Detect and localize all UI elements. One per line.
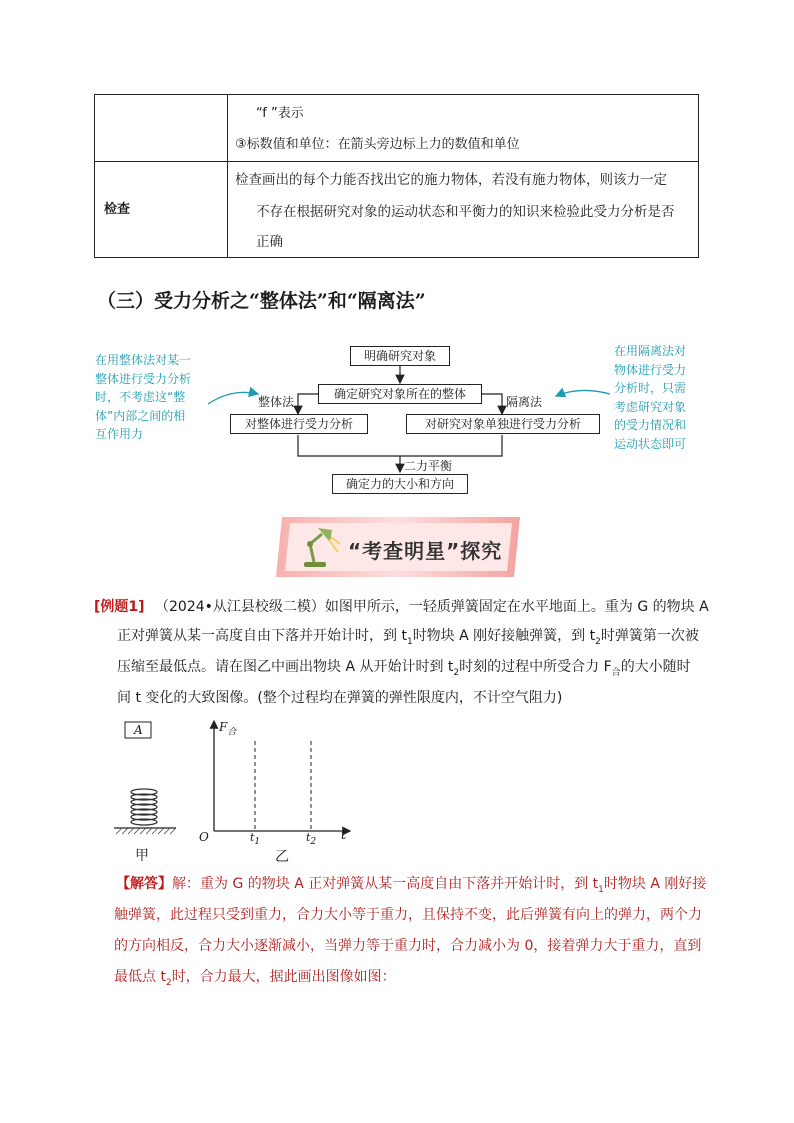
section-title: （三）受力分析之“整体法”和“隔离法”: [97, 290, 426, 312]
answer-line: 的方向相反，合力大小逐渐减小，当弹力等于重力时，合力减小为 0，接着弹力大于重力，直到: [114, 938, 702, 954]
example-text: 时物块 A 刚好接触弹簧，到 t: [412, 628, 596, 644]
example-text: 正对弹簧从某一高度自由下落并开始计时，到 t: [117, 628, 407, 644]
subscript: 合: [611, 667, 621, 678]
table-cell-text: ③标数值和单位：在箭头旁边标上力的数值和单位: [235, 137, 520, 152]
note-line: 考虑研究对象: [614, 399, 687, 414]
note-line: 互作用力: [95, 427, 144, 441]
axis-x-label: t: [341, 828, 347, 843]
tick-letter: t: [306, 831, 311, 844]
flow-step-determine-force: 确定力的大小和方向: [332, 474, 468, 494]
note-isolation-method: [614, 342, 686, 453]
note-line: 的受力情况和: [614, 418, 687, 432]
flow-label-whole-method: 整体法: [258, 395, 295, 409]
tick-label-t1: [250, 831, 260, 847]
answer-text: 时物块 A 刚好接: [603, 876, 707, 892]
note-line: 在用隔离法对: [614, 344, 687, 358]
banner-title: “考查明星”探究: [348, 539, 503, 563]
figure-caption-left: 甲: [135, 848, 149, 864]
subscript: 1: [254, 837, 261, 848]
example-line: 间 t 变化的大致图像。(整个过程均在弹簧的弹性限度内，不计空气阻力): [117, 690, 563, 706]
figure-caption-right: 乙: [275, 849, 289, 865]
spring-figure: [108, 720, 188, 840]
example-line: [94, 598, 709, 616]
table-cell-text: “f ”表示: [256, 106, 304, 121]
note-line: 分析时，只需: [614, 381, 687, 395]
note-line: 时，不考虑这“整: [95, 390, 186, 404]
answer-tag: 【解答】: [116, 876, 172, 892]
example-text: 时刻的过程中所受合力 F: [459, 659, 612, 675]
subscript: 2: [310, 837, 317, 848]
example-text: 的大小随时: [620, 659, 691, 675]
note-line: 体”内部之间的相: [95, 408, 186, 423]
example-text: 时弹簧第一次被: [600, 628, 699, 644]
tick-letter: t: [250, 831, 255, 844]
flow-label-two-force-balance: 二力平衡: [404, 459, 453, 473]
subscript: 1: [406, 636, 413, 647]
answer-text: 时，合力最大，据此画出图像如图：: [171, 969, 396, 985]
block-label: A: [134, 723, 143, 737]
example-line: [117, 658, 691, 682]
flow-step-isolated-analysis: 对研究对象单独进行受力分析: [406, 414, 600, 434]
table-cell-text: 不存在根据研究对象的运动状态和平衡力的知识来检验此受力分析是否: [256, 204, 675, 220]
answer-line: [116, 875, 706, 899]
example-line: [117, 627, 699, 651]
note-line: 物体进行受力: [614, 362, 687, 377]
subscript: 2: [453, 667, 460, 678]
example-tag: [例题1]: [94, 599, 145, 615]
axis-y-label: [219, 720, 236, 737]
axis-y-letter: F: [219, 720, 228, 734]
table-divider: [227, 95, 228, 257]
flow-step-whole-analysis: 对整体进行受力分析: [230, 414, 368, 434]
subscript: 1: [598, 884, 604, 895]
tick-label-t2: [306, 831, 316, 847]
table-cell-text: 检查画出的每个力能否找出它的施力物体，若没有施力物体，则该力一定: [235, 172, 667, 188]
subscript: 2: [595, 636, 601, 647]
note-line: 运动状态即可: [614, 436, 687, 451]
table-divider: [95, 161, 698, 162]
answer-line: [114, 968, 396, 992]
subscript: 合: [227, 727, 237, 738]
example-text: （2024•从江县校级二模）如图甲所示，一轻质弹簧固定在水平地面上。重为 G 的物块 A: [155, 599, 709, 615]
answer-line: 触弹簧，此过程只受到重力，合力大小等于重力，且保持不变，此后弹簧有向上的弹力，两个力: [114, 907, 702, 923]
answer-text: 解：重为 G 的物块 A 正对弹簧从某一高度自由下落并开始计时，到 t: [172, 876, 599, 892]
flow-step-identify-whole: 确定研究对象所在的整体: [318, 384, 482, 404]
note-line: 在用整体法对某一: [95, 353, 192, 367]
note-whole-method: [95, 351, 191, 444]
flow-step-identify-object: 明确研究对象: [350, 346, 450, 366]
example-text: 压缩至最低点。请在图乙中画出物块 A 从开始计时到 t: [117, 659, 454, 675]
subscript: 2: [165, 977, 172, 988]
origin-label: O: [199, 830, 209, 844]
table-cell-text: 正确: [256, 234, 283, 250]
note-line: 整体进行受力分析: [95, 371, 192, 386]
flow-label-isolation-method: 隔离法: [506, 395, 543, 409]
answer-text: 最低点 t: [114, 969, 166, 985]
desk-lamp-icon: [298, 522, 342, 570]
table-row-header: 检查: [104, 202, 131, 217]
